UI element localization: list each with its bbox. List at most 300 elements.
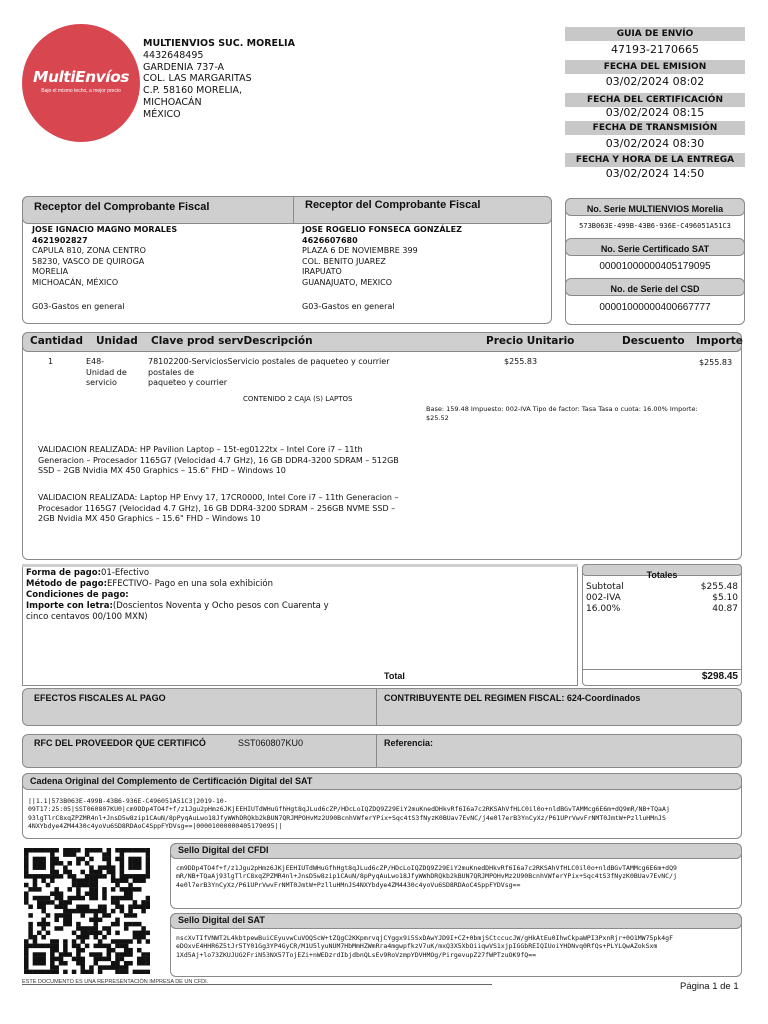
qr-module: [59, 861, 64, 866]
qr-module: [63, 865, 68, 870]
qr-module: [94, 961, 99, 966]
payment-form-value: 01-Efectivo: [101, 568, 150, 578]
qr-module: [41, 874, 46, 879]
qr-module: [137, 874, 142, 879]
qr-module: [115, 900, 120, 905]
qr-module: [80, 904, 85, 909]
qr-module: [124, 952, 129, 957]
issue-date-value: 03/02/2024 08:02: [605, 75, 705, 88]
qr-module: [41, 926, 46, 931]
qr-module: [54, 939, 59, 944]
qr-module: [107, 848, 112, 853]
qr-module: [76, 909, 81, 914]
qr-module: [94, 878, 99, 883]
fiscal-divider: [376, 688, 377, 726]
receptor-right: [302, 225, 547, 313]
qr-module: [133, 935, 138, 940]
qr-module: [111, 961, 116, 966]
receptor-right-use: G03-Gastos en general: [302, 302, 395, 311]
qr-module: [128, 948, 133, 953]
qr-module: [98, 970, 103, 974]
qr-module: [33, 957, 38, 962]
cert-date-value: 03/02/2024 08:15: [605, 106, 705, 119]
qr-module: [54, 957, 59, 962]
qr-module: [94, 931, 99, 936]
qr-module: [63, 948, 68, 953]
qr-module: [50, 874, 55, 879]
qr-module: [98, 957, 103, 962]
qr-module: [94, 944, 99, 949]
qr-module: [120, 944, 125, 949]
qr-module: [80, 870, 85, 875]
qr-module: [111, 965, 116, 970]
qr-module: [128, 848, 133, 853]
qr-module: [89, 952, 94, 957]
qr-module: [141, 926, 146, 931]
qr-module: [50, 944, 55, 949]
qr-module: [128, 904, 133, 909]
qr-module: [111, 870, 116, 875]
qr-module: [24, 883, 29, 888]
qr-module: [137, 961, 142, 966]
qr-module: [54, 970, 59, 974]
sat-cert-header: [565, 238, 745, 256]
qr-module: [41, 957, 46, 962]
qr-module: [115, 857, 120, 862]
qr-module: [59, 913, 64, 918]
receptor-right-line: PLAZA 6 DE NOVIEMBRE 399: [302, 246, 418, 255]
qr-module: [94, 896, 99, 901]
qr-module: [124, 874, 129, 879]
qr-module: [146, 952, 150, 957]
qr-module: [76, 896, 81, 901]
qr-module: [33, 952, 38, 957]
qr-module: [85, 883, 90, 888]
qr-module: [137, 848, 142, 853]
qr-module: [128, 913, 133, 918]
qr-module: [111, 909, 116, 914]
qr-module: [94, 957, 99, 962]
qr-module: [120, 848, 125, 853]
qr-module: [115, 878, 120, 883]
qr-module: [115, 957, 120, 962]
receptor-left-line: MICHOACÁN, MÉXICO: [32, 277, 119, 287]
qr-module: [33, 935, 38, 940]
qr-module: [89, 909, 94, 914]
qr-module: [98, 848, 103, 853]
qr-module: [137, 939, 142, 944]
qr-module: [67, 900, 72, 905]
cfdi-seal-line: 4e0l7erB3YnCyXz/P61UPrVwvFrNMT0JmtW+PzlluHMnJS4NXYbdye4ZM4430c4yoVu6SD8RDAoC4SppFYDVsg==: [176, 880, 521, 889]
qr-module: [41, 935, 46, 940]
validation-2: [38, 493, 438, 525]
qr-module: [80, 896, 85, 901]
qr-module: [120, 887, 125, 892]
qr-module: [115, 965, 120, 970]
qr-module: [37, 944, 42, 949]
qr-module: [46, 931, 51, 936]
totals-row-value: $255.48: [700, 582, 738, 592]
qr-module: [128, 887, 133, 892]
qr-module: [98, 931, 103, 936]
qr-module: [115, 883, 120, 888]
qr-module: [146, 939, 150, 944]
qr-module: [107, 944, 112, 949]
qr-module: [128, 865, 133, 870]
logo-brand: MultiEnvíos: [33, 68, 129, 86]
qr-module: [50, 870, 55, 875]
col-qty: Cantidad: [30, 335, 84, 347]
qr-module: [54, 891, 59, 896]
qr-module: [76, 891, 81, 896]
qr-module: [89, 865, 94, 870]
qr-module: [85, 935, 90, 940]
qr-module: [137, 857, 142, 862]
qr-module: [137, 878, 142, 883]
qr-module: [124, 891, 129, 896]
qr-module: [85, 944, 90, 949]
qr-module: [76, 861, 81, 866]
qr-module: [24, 896, 29, 901]
qr-module: [50, 965, 55, 970]
cert-date-label: FECHA DEL CERTIFICACIÓN: [565, 93, 745, 107]
qr-module: [41, 857, 46, 862]
qr-module: [107, 931, 112, 936]
receptor-left-name: JOSE IGNACIO MAGNO MORALES: [32, 225, 178, 234]
qr-module: [54, 870, 59, 875]
qr-module: [141, 935, 146, 940]
qr-module: [133, 970, 138, 974]
receptor-header-divider: [293, 196, 294, 224]
qr-module: [80, 961, 85, 966]
qr-module: [146, 861, 150, 866]
totals-header-label: Totales: [646, 570, 678, 580]
qr-module: [46, 944, 51, 949]
qr-module: [67, 861, 72, 866]
qr-module: [89, 926, 94, 931]
chain-line: 09T17:25:05|SST060807KU0|cm9DDp4TO4f+f/z1Jgu2pHmz6JKjEEHIUTdWHuGfhHgt8qJLud6cZP/HDcLoIQZDQ9Z29EiY2muKnedDHkvRf6I6a7c2RKSAhVfHLC0il0o+nldBGvTAMMcg6E6m+dQ9mR/NB+TQaAj: [28, 805, 670, 814]
qr-module: [72, 939, 77, 944]
qr-module: [94, 926, 99, 931]
qr-module: [94, 952, 99, 957]
qr-module: [98, 939, 103, 944]
qr-module: [124, 970, 129, 974]
qr-module: [24, 874, 29, 879]
qr-module: [120, 852, 125, 857]
qr-module: [94, 870, 99, 875]
qr-module: [146, 957, 150, 962]
qr-module: [89, 878, 94, 883]
qr-module: [37, 887, 42, 892]
payment-top-bar: [22, 564, 578, 567]
qr-module: [120, 970, 125, 974]
reference-label: Referencia:: [384, 738, 434, 748]
qr-module: [102, 857, 107, 862]
qr-module: [89, 848, 94, 853]
amount-letter-label: Importe con letra:: [26, 601, 113, 611]
cfdi-seal-label: Sello Digital del CFDI: [178, 845, 269, 855]
qr-module: [137, 948, 142, 953]
qr-module: [37, 931, 42, 936]
qr-module: [102, 909, 107, 914]
qr-module: [50, 939, 55, 944]
qr-module: [80, 957, 85, 962]
qr-module: [59, 957, 64, 962]
qr-module: [59, 926, 64, 931]
series-header: [565, 198, 745, 216]
qr-module: [59, 952, 64, 957]
receptor-right-line: COL. BENITO JUAREZ: [302, 256, 386, 266]
qr-module: [85, 904, 90, 909]
receptor-left-line: 58230, VASCO DE QUIROGA: [32, 256, 145, 266]
qr-module: [133, 848, 138, 853]
qr-module: [146, 852, 150, 857]
qr-module: [107, 926, 112, 931]
payment-method-value: EFECTIVO- Pago en una sola exhibición: [106, 579, 273, 589]
qr-module: [102, 891, 107, 896]
qr-module: [107, 870, 112, 875]
item-unit-line: E48-: [86, 357, 105, 366]
qr-module: [46, 913, 51, 918]
qr-module: [115, 944, 120, 949]
issuer-line: GARDENIA 737-A: [143, 61, 225, 73]
qr-module: [128, 922, 133, 927]
qr-module: [133, 861, 138, 866]
qr-module: [33, 961, 38, 966]
qr-module: [76, 944, 81, 949]
receptor-right-name: JOSE ROGELIO FONSECA GONZÁLEZ: [302, 225, 462, 234]
qr-module: [33, 883, 38, 888]
receptor-right-line: IRAPUATO: [302, 267, 342, 276]
qr-module: [128, 883, 133, 888]
qr-module: [102, 887, 107, 892]
qr-module: [50, 865, 55, 870]
qr-module: [89, 857, 94, 862]
qr-module: [59, 961, 64, 966]
item-tax-line: $25.52: [426, 413, 449, 422]
qr-module: [37, 961, 42, 966]
qr-module: [50, 848, 55, 853]
qr-module: [76, 904, 81, 909]
qr-module: [41, 848, 46, 853]
qr-module: [54, 926, 59, 931]
qr-module: [102, 957, 107, 962]
qr-module: [80, 935, 85, 940]
qr-module: [67, 852, 72, 857]
qr-module: [137, 904, 142, 909]
qr-module: [128, 891, 133, 896]
qr-module: [76, 857, 81, 862]
qr-module: [67, 922, 72, 927]
qr-module: [28, 913, 33, 918]
qr-module: [146, 896, 150, 901]
qr-module: [33, 878, 38, 883]
qr-module: [41, 909, 46, 914]
qr-module: [37, 904, 42, 909]
qr-module: [59, 900, 64, 905]
qr-module: [67, 913, 72, 918]
col-discount: Descuento: [622, 335, 685, 347]
qr-module: [115, 939, 120, 944]
issuer-name: MULTIENVIOS SUC. MORELIA: [143, 38, 295, 49]
qr-module: [80, 913, 85, 918]
sat-seal-line: eDOxvE4HHR6Z5tJr5TY01Gg3YP4GyCR/M1U5lyuNUM7HbMmHZWmRra4mgwpfkzV7uK/mxQ3X5XbOiiqwVS1xjpIGGbREIQIUoiYHDNvq0RfQs+PLYLQwAZokSxm: [176, 942, 658, 951]
qr-module: [67, 870, 72, 875]
qr-module: [72, 852, 77, 857]
qr-module: [124, 848, 129, 853]
qr-module: [111, 900, 116, 905]
qr-module: [76, 926, 81, 931]
qr-module: [24, 857, 29, 862]
item-qty: 1: [48, 357, 54, 366]
col-amount: Importe: [696, 335, 743, 347]
page-number: Página 1 de 1: [680, 981, 739, 992]
qr-module: [146, 874, 150, 879]
qr-module: [141, 874, 146, 879]
chain-line: ||1.1|573B063E-499B-43B6-936E-C496051A51C3|2019-10-: [28, 797, 228, 805]
qr-module: [63, 900, 68, 905]
qr-module: [24, 870, 29, 875]
cfdi-seal-line: cm9DDp4TO4f+f/z1Jgu2pHmz6JKjEEHIUTdWHuGfhHgt8qJLud6cZP/HDcLoIQZDQ9Z29EiY2muKnedDHkvRf6I6a7c2RKSAhVfHLC0il0o+nldBGvTAMMcg6E6m+dQ9: [176, 864, 677, 872]
issuer-line: C.P. 58160 MORELIA,: [143, 85, 243, 97]
qr-module: [133, 878, 138, 883]
qr-module: [120, 909, 125, 914]
qr-module: [102, 944, 107, 949]
validation-line: 2GB Nvidia MX 450 Graphics – 15.6" FHD – Windows 10: [38, 514, 261, 523]
qr-module: [98, 874, 103, 879]
qr-module: [107, 952, 112, 957]
qr-module: [124, 948, 129, 953]
receptor-header-left: Receptor del Comprobante Fiscal: [34, 201, 210, 213]
qr-module: [46, 874, 51, 879]
qr-module: [24, 900, 29, 905]
item-price: $255.83: [504, 357, 538, 366]
qr-module: [89, 896, 94, 901]
qr-module: [89, 965, 94, 970]
qr-module: [128, 896, 133, 901]
totals-row-value: 40.87: [712, 604, 738, 614]
qr-module: [85, 970, 90, 974]
qr-module: [89, 931, 94, 936]
fiscal-effects-label: EFECTOS FISCALES AL PAGO: [34, 693, 166, 703]
receptor-header-right: Receptor del Comprobante Fiscal: [305, 199, 481, 211]
totals-row-label: Subtotal: [586, 582, 624, 592]
qr-module: [107, 913, 112, 918]
receptor-left: [32, 225, 287, 313]
qr-module: [28, 970, 33, 974]
qr-module: [59, 874, 64, 879]
qr-module: [67, 909, 72, 914]
qr-module: [102, 913, 107, 918]
qr-module: [102, 874, 107, 879]
chain-label: Cadena Original del Complemento de Certificación Digital del SAT: [30, 776, 313, 786]
qr-module: [102, 896, 107, 901]
qr-module: [28, 944, 33, 949]
qr-module: [33, 944, 38, 949]
qr-module: [133, 874, 138, 879]
qr-module: [41, 865, 46, 870]
qr-module: [107, 957, 112, 962]
qr-module: [141, 970, 146, 974]
qr-module: [80, 939, 85, 944]
qr-module: [54, 904, 59, 909]
qr-module: [50, 861, 55, 866]
qr-module: [46, 848, 51, 853]
rfc-value: SST060807KU0: [238, 738, 304, 748]
qr-module: [85, 874, 90, 879]
qr-module: [102, 852, 107, 857]
qr-module: [120, 952, 125, 957]
qr-module: [46, 896, 51, 901]
amount-letter-value: (Doscientos Noventa y Ocho pesos con Cuarenta y: [112, 601, 329, 611]
qr-module: [54, 874, 59, 879]
qr-module: [37, 896, 42, 901]
qr-module: [63, 909, 68, 914]
serie-value: 573B063E-499B-43B6-936E-C496051A51C3: [579, 222, 731, 230]
sat-cert-label: No. Serie Certificado SAT: [600, 244, 710, 254]
rfc-divider: [376, 734, 377, 768]
qr-module: [124, 896, 129, 901]
qr-module: [28, 922, 33, 927]
receptor-right-line: GUANAJUATO, MEXICO: [302, 277, 392, 287]
totals-row: [586, 593, 738, 604]
qr-module: [98, 952, 103, 957]
qr-module: [89, 970, 94, 974]
qr-module: [33, 865, 38, 870]
qr-module: [115, 961, 120, 966]
qr-module: [133, 900, 138, 905]
qr-module: [146, 848, 150, 853]
qr-module: [102, 865, 107, 870]
total-label: Total: [384, 671, 405, 681]
qr-module: [146, 865, 150, 870]
qr-module: [115, 904, 120, 909]
totals-row: [586, 582, 738, 593]
totals-row-label: 002-IVA: [586, 593, 621, 603]
qr-module: [67, 848, 72, 853]
qr-module: [120, 857, 125, 862]
qr-module: [54, 848, 59, 853]
qr-module: [76, 878, 81, 883]
qr-module: [50, 957, 55, 962]
cfdi-seal-text: [176, 864, 741, 889]
qr-module: [137, 861, 142, 866]
chain-line: 4NXYbdye4ZM4430c4yoVu6SD8RDAoC4SppFYDVsg==|00001000000405179095||: [28, 822, 283, 831]
qr-module: [98, 870, 103, 875]
qr-module: [46, 922, 51, 927]
qr-module: [141, 952, 146, 957]
qr-module: [115, 896, 120, 901]
payment-form-label: Forma de pago:: [26, 568, 101, 578]
qr-module: [85, 926, 90, 931]
qr-module: [72, 957, 77, 962]
qr-module: [80, 965, 85, 970]
qr-module: [124, 922, 129, 927]
qr-module: [89, 870, 94, 875]
qr-module: [94, 848, 99, 853]
qr-module: [85, 878, 90, 883]
qr-module: [67, 952, 72, 957]
qr-module: [120, 865, 125, 870]
qr-module: [63, 952, 68, 957]
qr-module: [89, 918, 94, 923]
qr-module: [50, 857, 55, 862]
qr-module: [72, 883, 77, 888]
qr-module: [146, 857, 150, 862]
qr-module: [76, 887, 81, 892]
qr-module: [41, 944, 46, 949]
qr-module: [146, 870, 150, 875]
